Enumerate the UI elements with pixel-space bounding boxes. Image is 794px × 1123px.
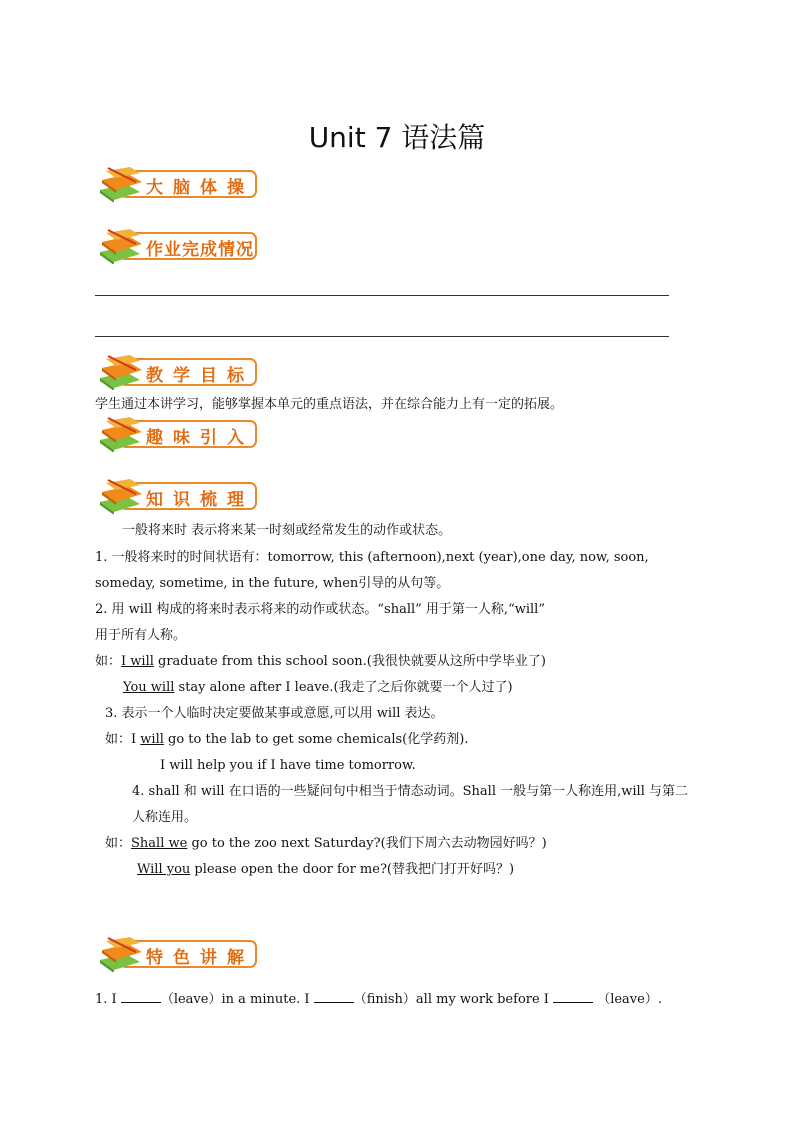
section-homework <box>96 228 262 262</box>
example-prefix: 如：I <box>105 732 141 747</box>
exercise-text: （leave）in a minute. I <box>160 992 314 1007</box>
point-4-line-1: 4. shall 和 will 在口语的一些疑问句中相当于情态动词。Shall 一般与第一人称连用,will 与第二 <box>132 784 688 799</box>
exercise-text: （finish）all my work before I <box>353 992 554 1007</box>
point-3: 3. 表示一个人临时决定要做某事或意愿,可以用 will 表达。 <box>105 706 444 721</box>
section-label: 作业完成情况 <box>146 240 254 260</box>
example-prefix: 如： <box>95 654 122 669</box>
section-fun-intro <box>96 416 262 450</box>
tense-definition: 一般将来时 表示将来某一时刻或经常发生的动作或状态。 <box>122 523 452 538</box>
example-text: go to the lab to get some chemicals(化学药剂). <box>163 732 469 747</box>
example-1 <box>95 654 546 670</box>
answer-line <box>95 336 669 337</box>
example-5 <box>105 836 547 852</box>
example-highlight: Will you <box>137 862 191 877</box>
section-feature <box>96 936 262 970</box>
point-1-line-2: someday, sometime, in the future, when引导的从句等。 <box>95 576 450 591</box>
section-label: 教学目标 <box>146 366 254 386</box>
point-2-line-1: 2. 用 will 构成的将来时表示将来的动作或状态。“shall” 用于第一人称,“will” <box>95 602 545 617</box>
section-label: 特色讲解 <box>146 948 254 968</box>
answer-line <box>95 295 669 296</box>
section-teaching-goal <box>96 354 262 388</box>
answer-blank[interactable] <box>553 990 593 1003</box>
section-label: 知识梳理 <box>146 490 254 510</box>
example-text: stay alone after I leave.(我走了之后你就要一个人过了) <box>174 680 513 695</box>
example-4: I will help you if I have time tomorrow. <box>160 758 416 773</box>
example-highlight: will <box>140 732 164 747</box>
example-highlight: Shall we <box>131 836 188 851</box>
example-text: go to the zoo next Saturday?(我们下周六去动物园好吗？) <box>187 836 547 851</box>
goal-text: 学生通过本讲学习，能够掌握本单元的重点语法，并在综合能力上有一定的拓展。 <box>95 397 564 412</box>
page-title: Unit 7 语法篇 <box>308 121 486 154</box>
example-3 <box>105 732 468 748</box>
exercise-1 <box>95 990 662 1008</box>
point-4-line-2: 人称连用。 <box>132 810 198 825</box>
section-label: 大脑体操 <box>146 178 254 198</box>
section-label: 趣味引入 <box>146 428 254 448</box>
point-1-line-1: 1. 一般将来时的时间状语有：tomorrow, this (afternoon),next (year),one day, now, soon, <box>95 550 649 565</box>
example-highlight: I will <box>121 654 154 669</box>
example-6 <box>137 862 514 878</box>
example-text: graduate from this school soon.(我很快就要从这所中学毕业了) <box>153 654 546 669</box>
answer-blank[interactable] <box>121 990 161 1003</box>
section-knowledge <box>96 478 262 512</box>
example-prefix: 如： <box>105 836 132 851</box>
example-text: please open the door for me?(替我把门打开好吗？) <box>190 862 515 877</box>
exercise-text: （leave）. <box>593 992 662 1007</box>
example-highlight: You will <box>123 680 175 695</box>
section-brain-exercise <box>96 166 262 200</box>
example-2 <box>123 680 513 696</box>
point-2-line-2: 用于所有人称。 <box>95 628 187 643</box>
exercise-text: 1. I <box>95 992 121 1007</box>
answer-blank[interactable] <box>314 990 354 1003</box>
